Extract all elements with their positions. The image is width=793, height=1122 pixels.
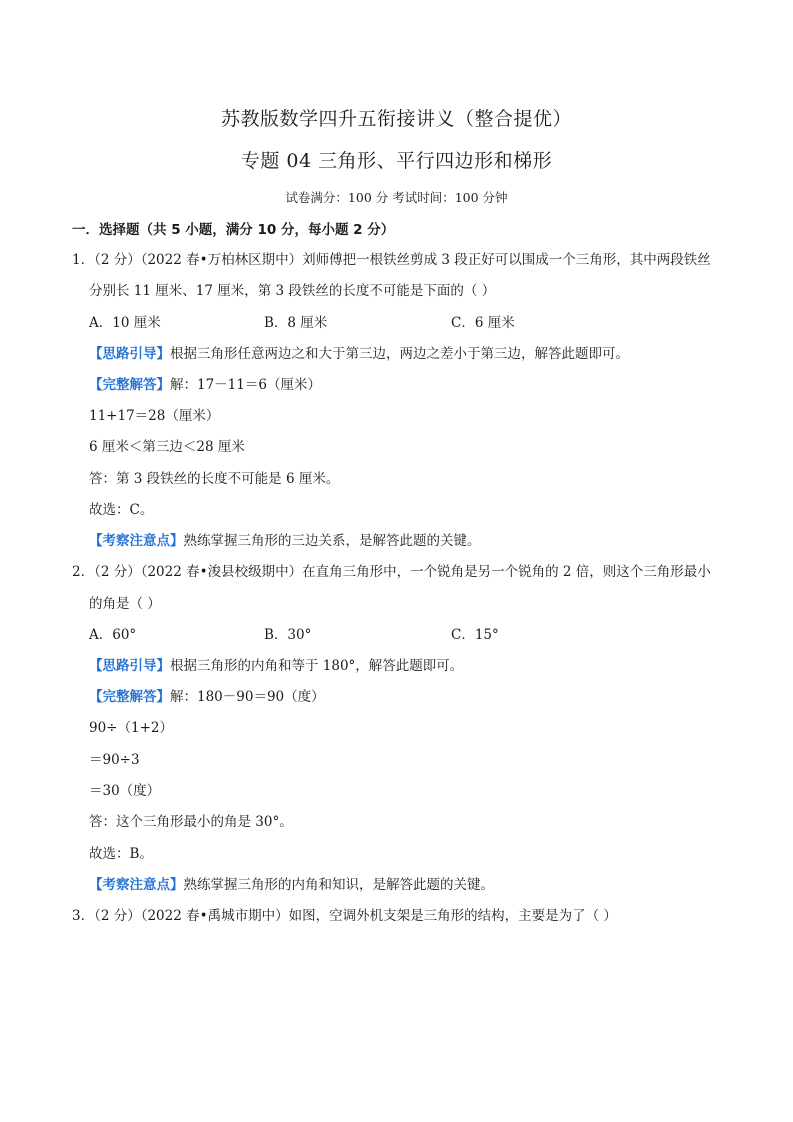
q2-choice: 故选：B。 (89, 846, 153, 862)
q1-option-c: C．6 厘米 (451, 315, 515, 331)
q1-hint-tag: 【思路引导】 (89, 346, 170, 362)
document-subtitle: 专题 04 三角形、平行四边形和梯形 (240, 150, 553, 172)
q2-stem-line1: 2．（2 分）（2022 春•浚县校级期中）在直角三角形中，一个锐角是另一个锐角的 2 倍，则这个三角形最小 (72, 564, 711, 580)
q2-step-2: ＝90÷3 (89, 752, 140, 768)
q1-step-1: 11+17＝28（厘米） (89, 408, 220, 424)
q2-option-a: A．60° (89, 627, 137, 643)
q2-step-3: ＝30（度） (89, 783, 161, 799)
q1-note-text: 熟练掌握三角形的三边关系，是解答此题的关键。 (183, 533, 481, 549)
q1-answer-text: 解：17－11＝6（厘米） (170, 377, 321, 393)
q1-note-tag: 【考察注意点】 (89, 533, 184, 549)
q2-step-4: 答：这个三角形最小的角是 30°。 (89, 814, 293, 830)
q2-answer-tag: 【完整解答】 (89, 689, 170, 705)
q1-options (89, 311, 689, 331)
q1-option-b: B．8 厘米 (264, 315, 328, 331)
q1-step-3: 答：第 3 段铁丝的长度不可能是 6 厘米。 (89, 471, 340, 487)
q2-hint-text: 根据三角形的内角和等于 180°，解答此题即可。 (170, 658, 464, 674)
q1-step-2: 6 厘米＜第三边＜28 厘米 (89, 439, 245, 455)
q1-stem-line2: 分别长 11 厘米、17 厘米，第 3 段铁丝的长度不可能是下面的（ ） (89, 283, 496, 299)
q2-note (89, 873, 494, 893)
q1-note (89, 529, 481, 549)
q2-hint-tag: 【思路引导】 (89, 658, 170, 674)
q1-answer (89, 373, 321, 393)
q1-hint (89, 342, 629, 362)
exam-meta: 试卷满分：100 分 考试时间：100 分钟 (285, 190, 508, 205)
q2-stem-line2: 的角是（ ） (89, 596, 161, 612)
q1-choice: 故选：C。 (89, 502, 154, 518)
q2-option-c: C．15° (451, 627, 499, 643)
q1-stem-line1: 1．（2 分）（2022 春•万柏林区期中）刘师傅把一根铁丝剪成 3 段正好可以围成一个三角形，其中两段铁丝 (72, 252, 711, 268)
q1-answer-tag: 【完整解答】 (89, 377, 170, 393)
q2-step-1: 90÷（1+2） (89, 720, 173, 736)
section-heading: 一．选择题（共 5 小题，满分 10 分，每小题 2 分） (72, 222, 395, 238)
q3-stem-line1: 3．（2 分）（2022 春•禹城市期中）如图，空调外机支架是三角形的结构，主要是为了（ ） (72, 908, 617, 924)
q1-hint-text: 根据三角形任意两边之和大于第三边，两边之差小于第三边，解答此题即可。 (170, 346, 629, 362)
q2-note-tag: 【考察注意点】 (89, 877, 184, 893)
q2-answer (89, 685, 325, 705)
q2-answer-text: 解：180－90＝90（度） (170, 689, 325, 705)
q1-option-a: A．10 厘米 (89, 315, 161, 331)
document-title: 苏教版数学四升五衔接讲义（整合提优） (220, 108, 572, 130)
q2-options (89, 623, 689, 643)
q2-note-text: 熟练掌握三角形的内角和知识，是解答此题的关键。 (183, 877, 494, 893)
q2-hint (89, 654, 463, 674)
q2-option-b: B．30° (264, 627, 312, 643)
